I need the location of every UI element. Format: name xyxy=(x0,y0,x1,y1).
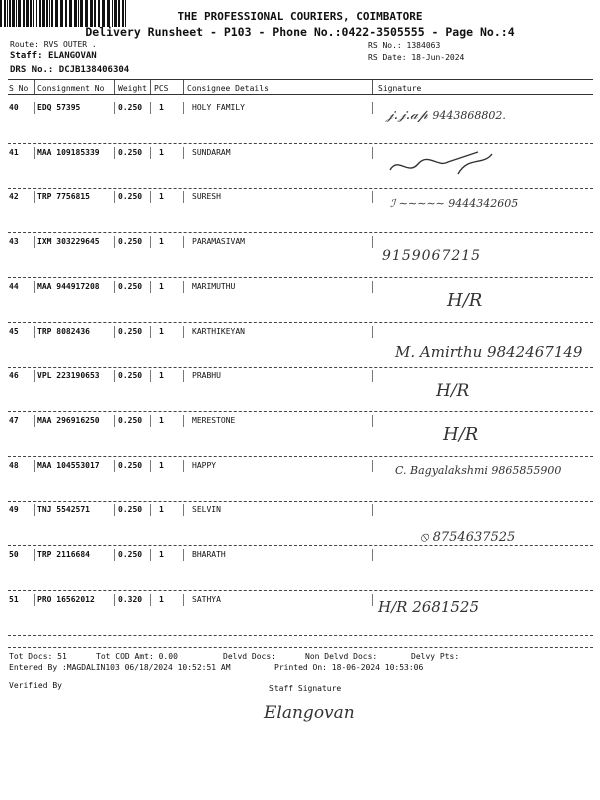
col-header-consignee: Consignee Details xyxy=(187,84,269,93)
rs-no-value: 1384063 xyxy=(406,41,441,50)
row-column-divider xyxy=(150,281,151,293)
row-column-divider xyxy=(183,102,184,114)
signature-row-48: C. Bagyalakshmi 9865855900 xyxy=(395,464,562,477)
row-column-divider xyxy=(114,281,115,293)
row-sno: 43 xyxy=(9,237,19,247)
staff-label: Staff: xyxy=(10,51,43,61)
header-top-rule xyxy=(8,79,593,80)
row-weight: 0.320 xyxy=(118,594,143,604)
row-column-divider xyxy=(34,326,35,338)
row-consignment-no: MAA 944917208 xyxy=(37,281,100,291)
row-column-divider xyxy=(183,504,184,516)
signature-row-40: 𝒿.𝒿.𝒶𝓅 9443868802. xyxy=(386,107,506,123)
row-column-divider xyxy=(34,102,35,114)
row-consignee: SELVIN xyxy=(192,505,221,515)
table-row xyxy=(0,282,600,326)
row-column-divider xyxy=(183,191,184,203)
row-separator xyxy=(8,590,593,591)
row-weight: 0.250 xyxy=(118,192,143,202)
row-pcs: 1 xyxy=(159,237,164,247)
row-column-divider xyxy=(114,236,115,248)
row-consignment-no: MAA 109185339 xyxy=(37,147,100,157)
row-column-divider xyxy=(150,326,151,338)
footer-rule xyxy=(8,647,593,648)
staff-signature: Elangovan xyxy=(264,703,355,723)
row-sno: 46 xyxy=(9,371,19,381)
row-consignment-no: TRP 2116684 xyxy=(37,550,90,559)
row-consignment-no: PRO 16562012 xyxy=(37,594,95,604)
drs-label: DRS No.: xyxy=(10,65,54,75)
row-pcs: 1 xyxy=(159,594,164,604)
row-separator xyxy=(8,232,593,233)
row-consignee: PRABHU xyxy=(192,371,221,381)
table-row xyxy=(0,550,600,594)
row-column-divider xyxy=(150,191,151,203)
column-divider xyxy=(34,80,35,94)
row-sno: 48 xyxy=(9,460,19,470)
row-separator xyxy=(8,367,593,368)
column-divider xyxy=(183,80,184,94)
table-row xyxy=(0,148,600,192)
table-row xyxy=(0,416,600,460)
row-column-divider xyxy=(34,594,35,606)
row-column-divider xyxy=(114,326,115,338)
row-column-divider xyxy=(183,549,184,561)
total-docs: Tot Docs: 51 xyxy=(9,652,67,661)
row-column-divider xyxy=(150,370,151,382)
row-column-divider xyxy=(372,102,373,114)
signature-row-43: 9159067215 xyxy=(382,248,482,264)
row-column-divider xyxy=(150,504,151,516)
row-pcs: 1 xyxy=(159,103,164,112)
row-column-divider xyxy=(34,504,35,516)
col-header-signature: Signature xyxy=(378,84,422,93)
row-column-divider xyxy=(114,415,115,427)
row-column-divider xyxy=(183,326,184,338)
col-header-weight: Weight xyxy=(118,84,147,93)
row-pcs: 1 xyxy=(159,460,164,470)
row-column-divider xyxy=(183,370,184,382)
route-field xyxy=(10,40,97,49)
rs-no-field xyxy=(368,41,440,50)
row-column-divider xyxy=(372,415,373,427)
verified-by-label: Verified By xyxy=(9,681,62,690)
row-column-divider xyxy=(183,147,184,159)
row-pcs: 1 xyxy=(159,192,164,202)
table-row xyxy=(0,371,600,415)
rs-date-field xyxy=(368,53,464,62)
row-column-divider xyxy=(34,460,35,472)
row-separator xyxy=(8,545,593,546)
row-consignee: HAPPY xyxy=(192,460,217,470)
row-pcs: 1 xyxy=(159,505,164,515)
row-weight: 0.250 xyxy=(118,147,143,157)
signature-row-41 xyxy=(388,146,498,178)
row-column-divider xyxy=(114,504,115,516)
row-separator xyxy=(8,322,593,323)
total-cod-amount: Tot COD Amt: 0.00 xyxy=(96,652,178,661)
row-column-divider xyxy=(34,281,35,293)
row-weight: 0.250 xyxy=(118,505,143,515)
row-separator xyxy=(8,411,593,412)
row-column-divider xyxy=(114,102,115,114)
row-consignee: PARAMASIVAM xyxy=(192,237,245,247)
row-column-divider xyxy=(372,504,373,516)
column-divider xyxy=(114,80,115,94)
row-column-divider xyxy=(150,549,151,561)
signature-row-46: H/R xyxy=(436,381,470,401)
row-consignment-no: TRP 8082436 xyxy=(37,326,90,336)
row-column-divider xyxy=(150,147,151,159)
row-column-divider xyxy=(372,460,373,472)
signature-row-49: ⦸ 8754637525 xyxy=(420,530,516,545)
delivery-points: Delvy Pts: xyxy=(411,652,460,661)
staff-value: ELANGOVAN xyxy=(47,51,97,61)
rs-date-value: 18-Jun-2024 xyxy=(411,53,465,62)
row-pcs: 1 xyxy=(159,281,164,291)
row-separator xyxy=(8,501,593,502)
row-weight: 0.250 xyxy=(118,550,143,559)
row-weight: 0.250 xyxy=(118,371,143,381)
col-header-consignment: Consignment No xyxy=(37,84,105,93)
signature-row-42: ℐ ∼∼∼∼∼ 9444342605 xyxy=(390,197,519,210)
row-consignment-no: MAA 296916250 xyxy=(37,415,100,425)
runsheet-title: Delivery Runsheet - P103 - Phone No.:0422-3505555 - Page No.:4 xyxy=(85,25,515,39)
row-consignee: BHARATH xyxy=(192,550,226,559)
row-sno: 40 xyxy=(9,103,19,112)
signature-row-45: M. Amirthu 9842467149 xyxy=(395,343,583,361)
row-column-divider xyxy=(372,326,373,338)
row-column-divider xyxy=(372,281,373,293)
row-weight: 0.250 xyxy=(118,326,143,336)
row-weight: 0.250 xyxy=(118,460,143,470)
row-weight: 0.250 xyxy=(118,415,143,425)
delivered-docs: Delvd Docs: xyxy=(223,652,276,661)
row-consignment-no: MAA 104553017 xyxy=(37,460,100,470)
non-delivered-docs: Non Delvd Docs: xyxy=(305,652,378,661)
row-column-divider xyxy=(372,594,373,606)
row-column-divider xyxy=(372,370,373,382)
signature-row-51: H/R 2681525 xyxy=(378,598,480,616)
signature-row-47: H/R xyxy=(443,424,479,445)
row-column-divider xyxy=(183,281,184,293)
entered-by: Entered By :MAGDALIN103 06/18/2024 10:52:51 AM xyxy=(9,663,231,672)
signature-row-44: H/R xyxy=(447,290,483,311)
row-column-divider xyxy=(114,191,115,203)
route-label: Route: xyxy=(10,40,39,49)
col-header-pcs: PCS xyxy=(154,84,169,93)
row-column-divider xyxy=(150,460,151,472)
row-consignee: SURESH xyxy=(192,192,221,202)
row-sno: 49 xyxy=(9,505,19,515)
row-column-divider xyxy=(372,549,373,561)
row-column-divider xyxy=(34,370,35,382)
row-sno: 44 xyxy=(9,281,19,291)
row-weight: 0.250 xyxy=(118,281,143,291)
row-sno: 51 xyxy=(9,594,19,604)
row-column-divider xyxy=(372,191,373,203)
row-column-divider xyxy=(150,236,151,248)
row-column-divider xyxy=(114,147,115,159)
row-separator xyxy=(8,143,593,144)
rs-date-label: RS Date: xyxy=(368,53,407,62)
drs-value: DCJB138406304 xyxy=(58,65,130,75)
row-consignee: MARIMUTHU xyxy=(192,281,236,291)
column-divider xyxy=(150,80,151,94)
row-consignment-no: TNJ 5542571 xyxy=(37,505,90,515)
printed-on: Printed On: 18-06-2024 10:53:06 xyxy=(274,663,424,672)
row-consignee: SATHYA xyxy=(192,594,221,604)
row-column-divider xyxy=(372,147,373,159)
row-pcs: 1 xyxy=(159,371,164,381)
row-column-divider xyxy=(34,147,35,159)
row-column-divider xyxy=(34,549,35,561)
row-column-divider xyxy=(372,236,373,248)
row-sno: 47 xyxy=(9,415,19,425)
column-divider xyxy=(372,80,373,94)
row-sno: 42 xyxy=(9,192,19,202)
row-consignee: KARTHIKEYAN xyxy=(192,326,245,336)
row-column-divider xyxy=(114,594,115,606)
row-column-divider xyxy=(34,415,35,427)
row-consignee: HOLY FAMILY xyxy=(192,103,245,112)
row-column-divider xyxy=(150,415,151,427)
row-column-divider xyxy=(114,549,115,561)
row-column-divider xyxy=(34,191,35,203)
row-separator xyxy=(8,456,593,457)
header-bottom-rule xyxy=(8,94,593,95)
col-header-sno: S No xyxy=(9,84,29,93)
table-row xyxy=(0,103,600,147)
row-pcs: 1 xyxy=(159,415,164,425)
row-column-divider xyxy=(183,236,184,248)
row-pcs: 1 xyxy=(159,147,164,157)
row-column-divider xyxy=(114,370,115,382)
row-pcs: 1 xyxy=(159,326,164,336)
table-row xyxy=(0,237,600,281)
drs-field xyxy=(10,65,129,75)
row-column-divider xyxy=(183,460,184,472)
row-separator xyxy=(8,277,593,278)
row-pcs: 1 xyxy=(159,550,164,559)
row-consignment-no: EDQ 57395 xyxy=(37,103,81,112)
row-sno: 41 xyxy=(9,147,19,157)
row-consignment-no: VPL 223190653 xyxy=(37,371,100,381)
row-column-divider xyxy=(150,594,151,606)
staff-signature-label: Staff Signature xyxy=(269,684,342,693)
row-weight: 0.250 xyxy=(118,237,143,247)
row-column-divider xyxy=(34,236,35,248)
rs-no-label: RS No.: xyxy=(368,41,402,50)
row-separator xyxy=(8,635,593,636)
row-column-divider xyxy=(150,102,151,114)
row-consignment-no: IXM 303229645 xyxy=(37,237,100,247)
row-consignee: SUNDARAM xyxy=(192,147,231,157)
row-consignee: MERESTONE xyxy=(192,415,236,425)
table-row xyxy=(0,595,600,639)
company-name: THE PROFESSIONAL COURIERS, COIMBATORE xyxy=(177,10,423,23)
route-value: RVS OUTER . xyxy=(43,40,97,49)
row-sno: 50 xyxy=(9,550,19,559)
row-column-divider xyxy=(183,415,184,427)
staff-field xyxy=(10,51,97,61)
row-consignment-no: TRP 7756815 xyxy=(37,192,90,202)
row-column-divider xyxy=(114,460,115,472)
row-sno: 45 xyxy=(9,326,19,336)
row-weight: 0.250 xyxy=(118,103,143,112)
row-column-divider xyxy=(183,594,184,606)
row-separator xyxy=(8,188,593,189)
